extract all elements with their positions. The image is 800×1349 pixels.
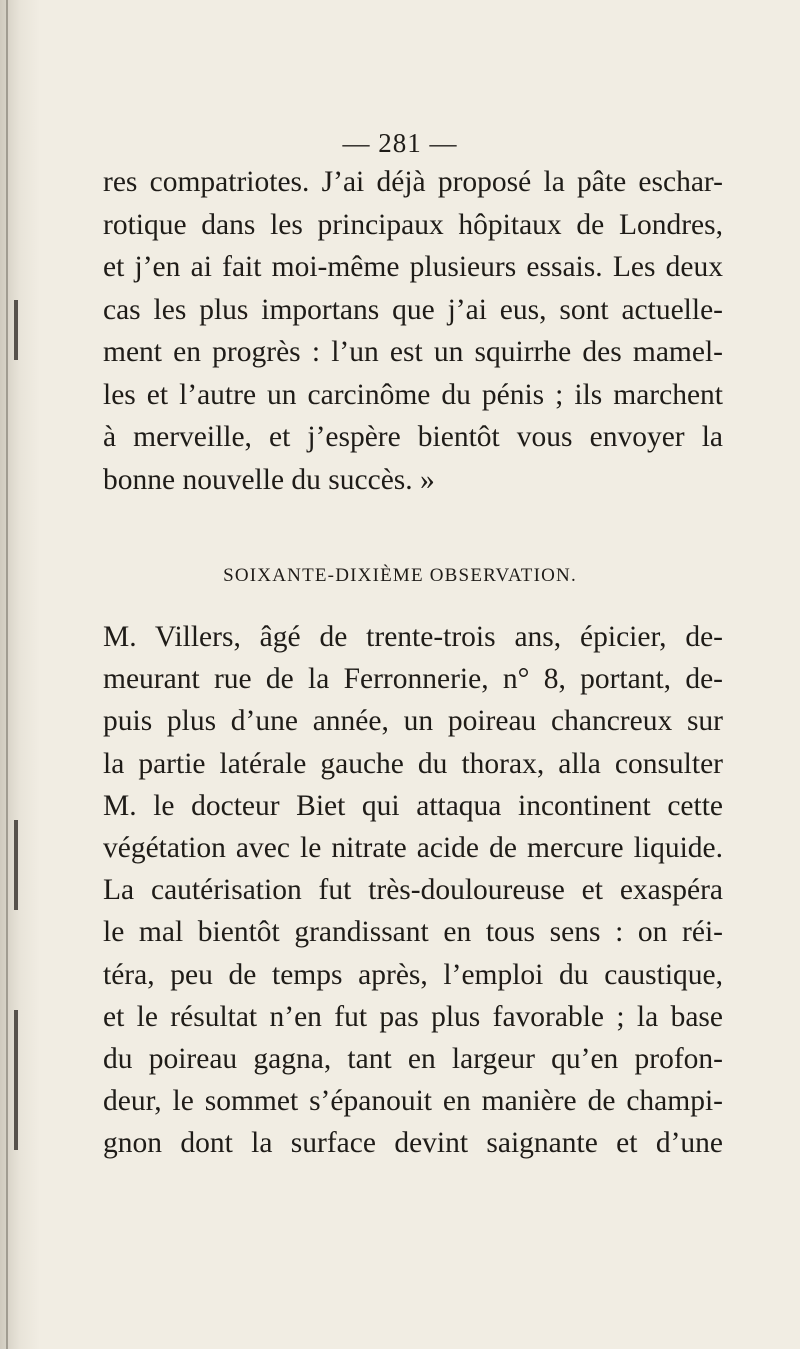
text-line: bonne nouvelle du succès. » (103, 463, 435, 496)
text-line: cas les plus importans que j’ai eus, sont actuelle- (103, 293, 723, 326)
observation-heading: SOIXANTE-DIXIÈME OBSERVATION. (223, 565, 577, 586)
text-line: et le résultat n’en fut pas plus favorable ; la base (103, 1000, 723, 1033)
text-line: M. le docteur Biet qui attaqua incontinent cette (103, 789, 723, 822)
text-line: les et l’autre un carcinôme du pénis ; ils marchent (103, 378, 723, 411)
text-line: le mal bientôt grandissant en tous sens : on réi- (103, 916, 723, 949)
text-line: rotique dans les principaux hôpitaux de Londres, (103, 208, 723, 241)
page-edge-line (6, 0, 8, 1349)
page-edge-mark (14, 300, 18, 360)
page-number: — 281 — (342, 128, 458, 158)
text-line: puis plus d’une année, un poireau chancreux sur (103, 705, 723, 738)
text-line: la partie latérale gauche du thorax, alla consulter (103, 747, 723, 780)
text-line: et j’en ai fait moi-même plusieurs essais. Les deux (103, 251, 723, 283)
text-line: M. Villers, âgé de trente-trois ans, épicier, de- (103, 621, 723, 653)
text-line: res compatriotes. J’ai déjà proposé la pâte eschar- (103, 166, 723, 198)
text-line: meurant rue de la Ferronnerie, n° 8, portant, de- (103, 663, 723, 696)
text-line: ment en progrès : l’un est un squirrhe des mamel- (103, 336, 723, 368)
page-edge-mark (14, 1010, 18, 1150)
text-line: végétation avec le nitrate acide de mercure liquide. (103, 832, 723, 865)
text-line: du poireau gagna, tant en largeur qu’en profon- (103, 1043, 723, 1076)
text-line: La cautérisation fut très-douloureuse et exaspéra (103, 874, 723, 907)
page-edge-mark (14, 820, 18, 910)
text-line: téra, peu de temps après, l’emploi du caustique, (103, 958, 723, 991)
text-line: gnon dont la surface devint saignante et d’une (103, 1127, 723, 1160)
observation-paragraph (103, 616, 723, 1165)
text-line: à merveille, et j’espère bientôt vous envoyer la (103, 421, 723, 453)
paragraph-continuation (103, 161, 723, 501)
text-line: deur, le sommet s’épanouit en manière de champi- (103, 1085, 723, 1118)
